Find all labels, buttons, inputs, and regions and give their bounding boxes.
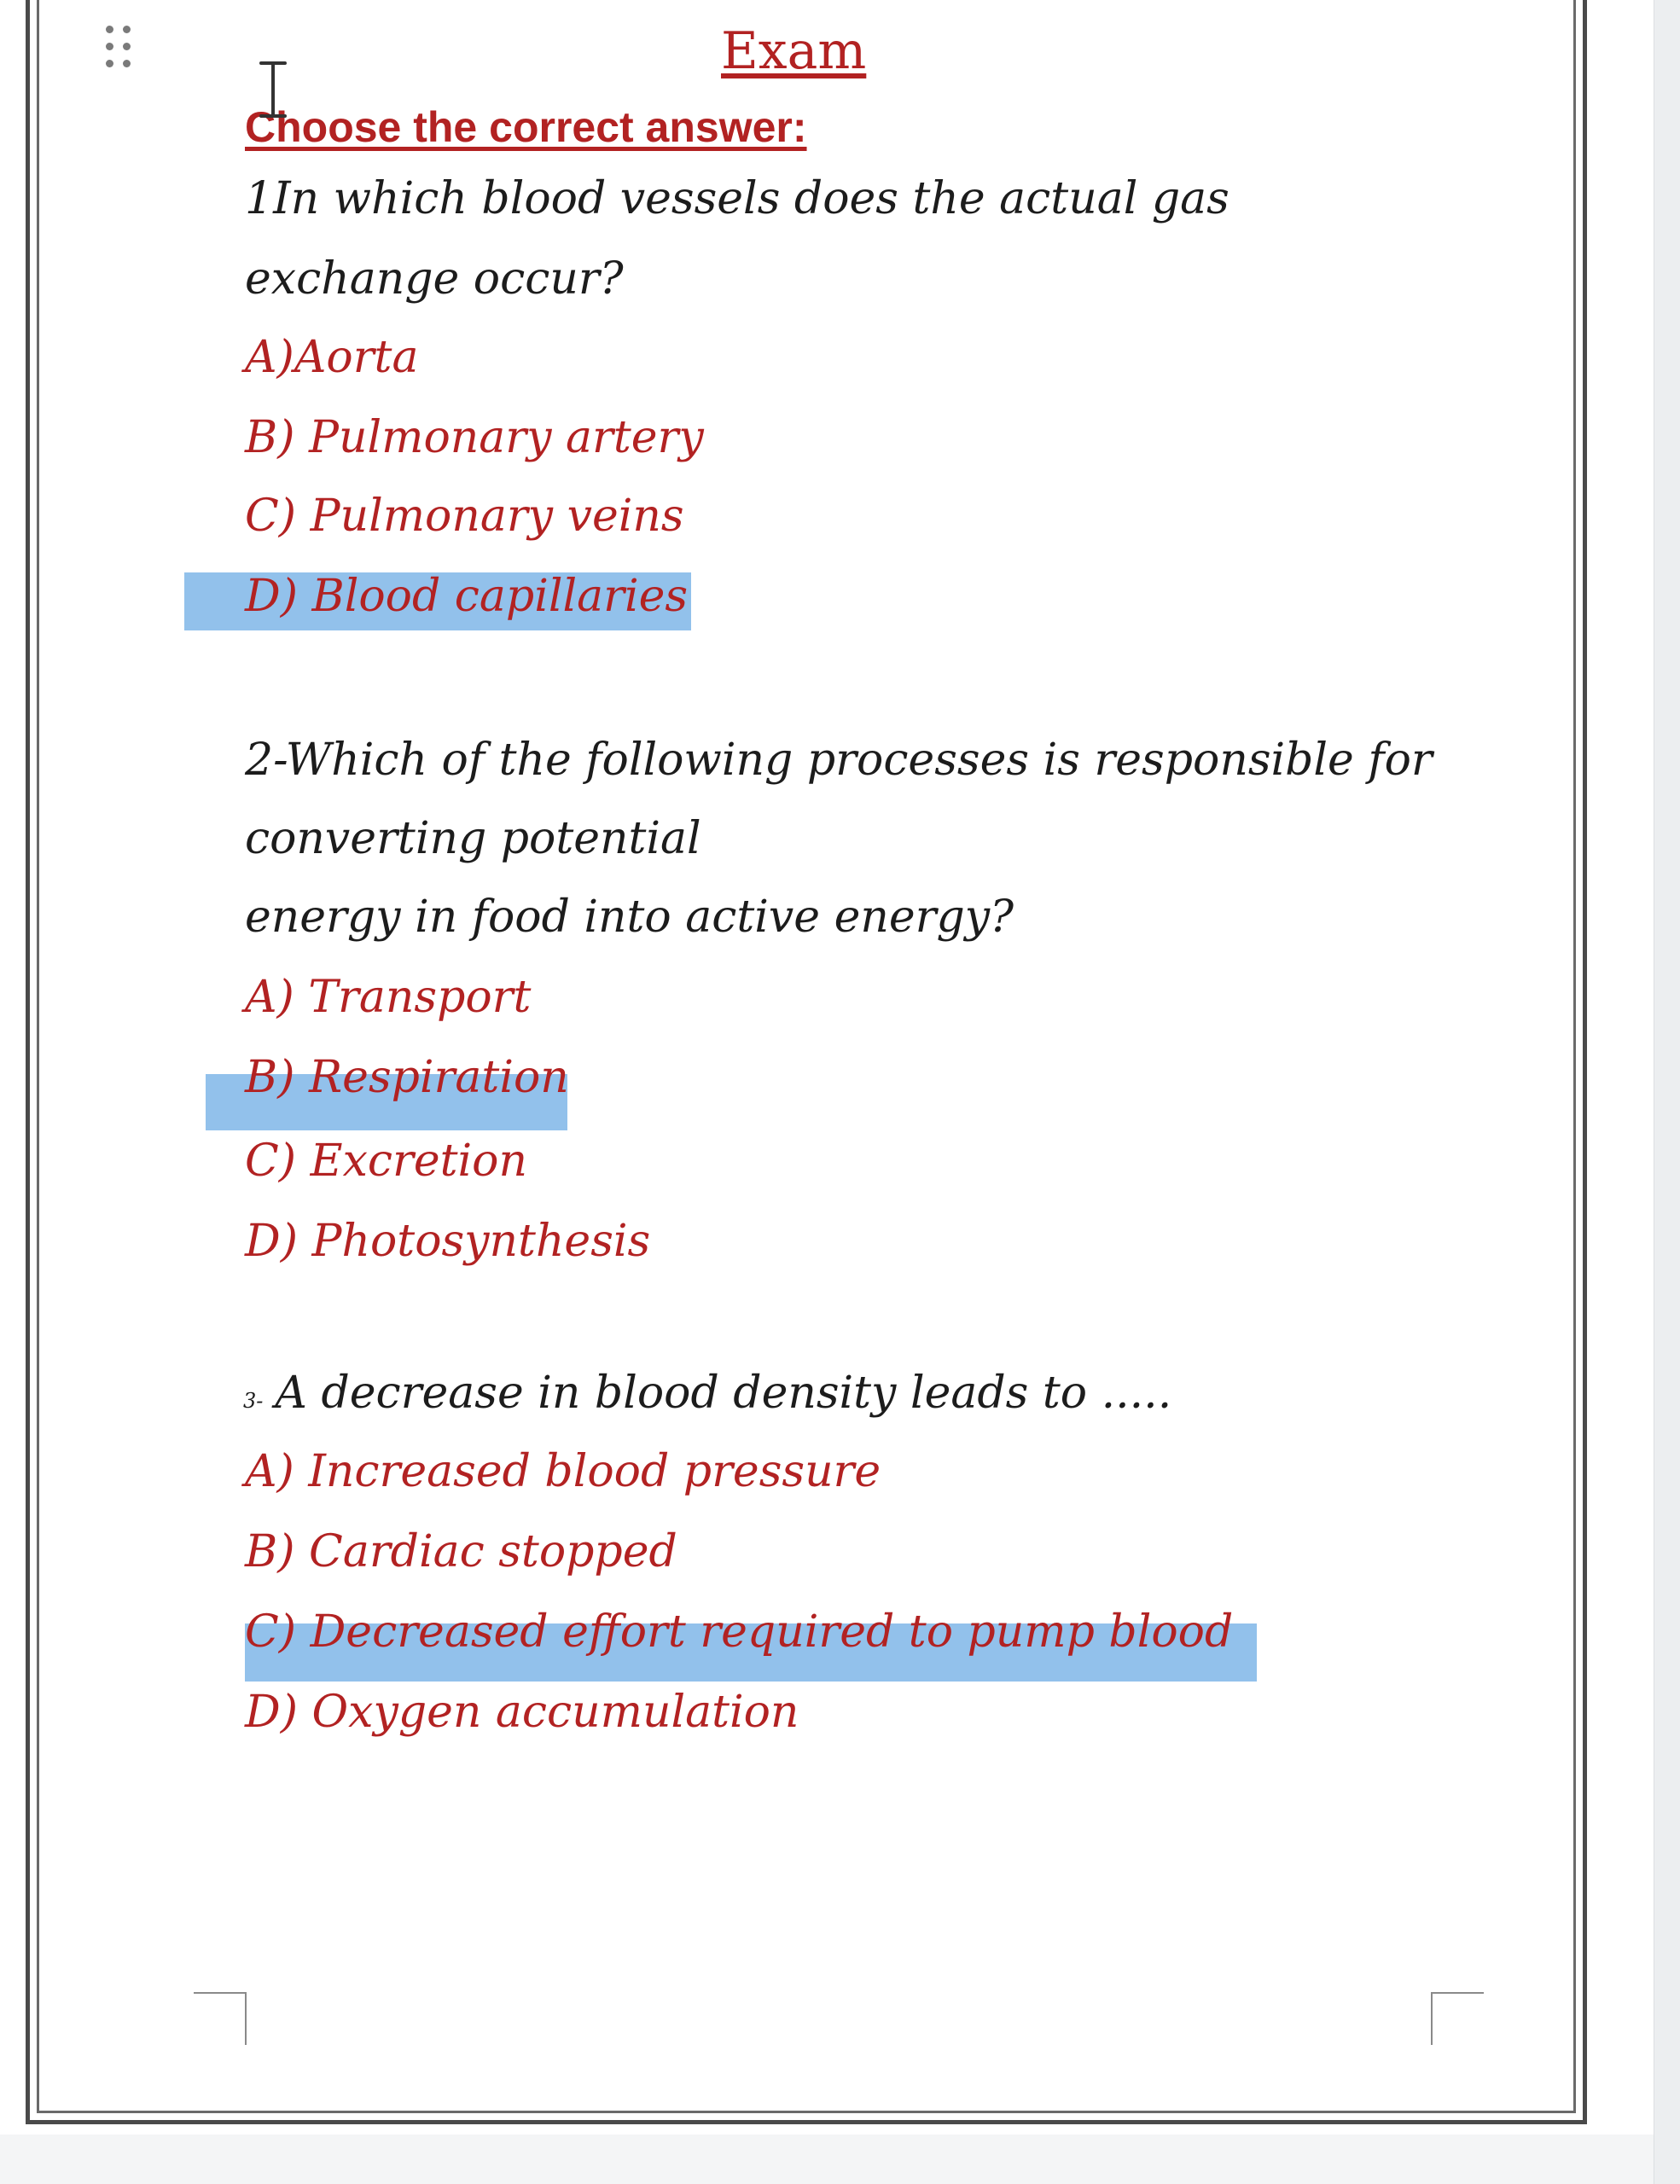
workspace-background xyxy=(0,2135,1654,2184)
question-2-option-b[interactable]: B) Respiration xyxy=(245,1052,569,1103)
question-3-option-c[interactable]: C) Decreased effort required to pump blood xyxy=(245,1606,1234,1658)
drag-dot xyxy=(123,60,131,67)
question-2-option-a[interactable]: A) Transport xyxy=(245,972,532,1023)
drag-dot xyxy=(106,43,113,50)
crop-mark-bottom-left xyxy=(194,1992,247,2045)
question-1-option-a[interactable]: A)Aorta xyxy=(245,332,419,383)
question-2-line-3: energy in food into active energy? xyxy=(245,892,1014,943)
question-1-option-c[interactable]: C) Pulmonary veins xyxy=(245,491,684,542)
drag-dot xyxy=(123,43,131,50)
question-3-line-1 xyxy=(243,1366,1171,1428)
question-3-option-d[interactable]: D) Oxygen accumulation xyxy=(245,1687,799,1738)
crop-mark-bottom-right xyxy=(1431,1992,1484,2045)
page-title: Exam xyxy=(721,21,867,81)
drag-handle-icon[interactable] xyxy=(106,26,133,73)
question-2-line-1: 2-Which of the following processes is responsible for xyxy=(245,735,1433,786)
question-2-option-d[interactable]: D) Photosynthesis xyxy=(245,1216,651,1267)
vertical-scrollbar[interactable] xyxy=(1654,0,1680,2184)
question-3-option-a[interactable]: A) Increased blood pressure xyxy=(245,1446,881,1497)
question-1-option-b[interactable]: B) Pulmonary artery xyxy=(245,412,704,463)
drag-dot xyxy=(106,26,113,33)
question-1-line-2: exchange occur? xyxy=(245,253,624,305)
drag-dot xyxy=(123,26,131,33)
question-1-line-1: 1In which blood vessels does the actual gas xyxy=(245,173,1229,224)
question-2-option-c[interactable]: C) Excretion xyxy=(245,1136,527,1187)
question-2-line-2: converting potential xyxy=(245,813,701,864)
drag-dot xyxy=(106,60,113,67)
question-3-text: A decrease in blood density leads to ..... xyxy=(275,1368,1172,1419)
instruction-heading: Choose the correct answer: xyxy=(245,103,807,151)
question-3-option-b[interactable]: B) Cardiac stopped xyxy=(245,1526,677,1577)
question-1-option-d[interactable]: D) Blood capillaries xyxy=(245,571,689,622)
question-3-prefix: 3- xyxy=(243,1389,264,1413)
text-cursor-icon xyxy=(256,60,290,119)
document-page[interactable] xyxy=(26,0,1587,2124)
